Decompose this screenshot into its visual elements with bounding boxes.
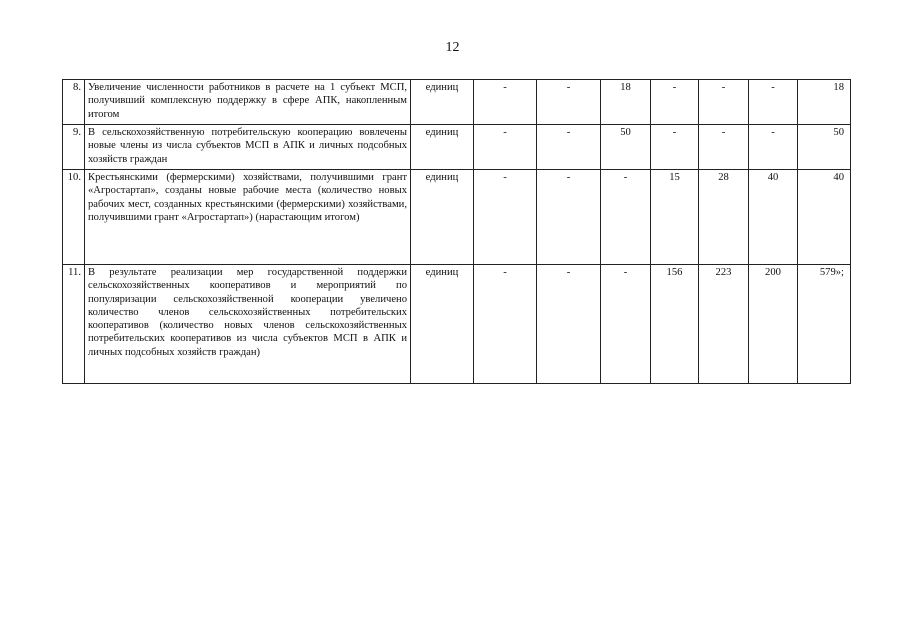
value-cell: 200 — [749, 265, 798, 384]
value-cell: - — [601, 265, 651, 384]
total-cell: 50 — [798, 125, 851, 170]
value-cell: 223 — [699, 265, 749, 384]
value-cell: - — [749, 80, 798, 125]
unit-cell: единиц — [411, 125, 474, 170]
value-cell: - — [651, 125, 699, 170]
table-row — [63, 170, 851, 265]
value-cell: 28 — [699, 170, 749, 265]
value-cell: - — [699, 80, 749, 125]
value-cell: - — [474, 265, 537, 384]
page-number: 12 — [445, 40, 460, 55]
unit-cell: единиц — [411, 80, 474, 125]
unit-cell: единиц — [411, 170, 474, 265]
indicator-description: Крестьянскими (фермерскими) хозяйствами, получившими грант «Агростартап», созданы новые рабочие места (количество новых рабочих мест, созданных крестьянскими (фермерскими) хозяйствами, получившими грант «Агростартап») (нарастающим итогом) — [85, 170, 411, 265]
value-cell: 40 — [749, 170, 798, 265]
table-row — [63, 125, 851, 170]
table-row — [63, 265, 851, 384]
value-cell: 15 — [651, 170, 699, 265]
value-cell: - — [537, 170, 601, 265]
value-cell: - — [474, 170, 537, 265]
indicators-table — [62, 79, 851, 384]
value-cell: - — [474, 80, 537, 125]
value-cell: - — [699, 125, 749, 170]
unit-cell: единиц — [411, 265, 474, 384]
value-cell: - — [537, 80, 601, 125]
row-number: 9. — [63, 125, 85, 170]
total-cell: 40 — [798, 170, 851, 265]
value-cell: - — [474, 125, 537, 170]
value-cell: 50 — [601, 125, 651, 170]
table-row — [63, 80, 851, 125]
value-cell: - — [651, 80, 699, 125]
total-cell: 579»; — [798, 265, 851, 384]
value-cell: - — [537, 265, 601, 384]
indicator-description: В результате реализации мер государственной поддержки сельскохозяйственных кооперативов и мероприятий по популяризации сельскохозяйственной кооперации увеличено количество членов сельскохозяйственных потребительских кооперативов (количество новых членов сельскохозяйственных потребительских кооперативов из числа субъектов МСП в АПК и личных подсобных хозяйств граждан) — [85, 265, 411, 384]
value-cell: - — [749, 125, 798, 170]
row-number: 8. — [63, 80, 85, 125]
indicator-description: Увеличение численности работников в расчете на 1 субъект МСП, получивший комплексную поддержку в сфере АПК, накопленным итогом — [85, 80, 411, 125]
row-number: 10. — [63, 170, 85, 265]
value-cell: 156 — [651, 265, 699, 384]
row-number: 11. — [63, 265, 85, 384]
value-cell: - — [537, 125, 601, 170]
indicator-description: В сельскохозяйственную потребительскую кооперацию вовлечены новые члены из числа субъектов МСП в АПК и личных подсобных хозяйств граждан — [85, 125, 411, 170]
total-cell: 18 — [798, 80, 851, 125]
value-cell: - — [601, 170, 651, 265]
value-cell: 18 — [601, 80, 651, 125]
